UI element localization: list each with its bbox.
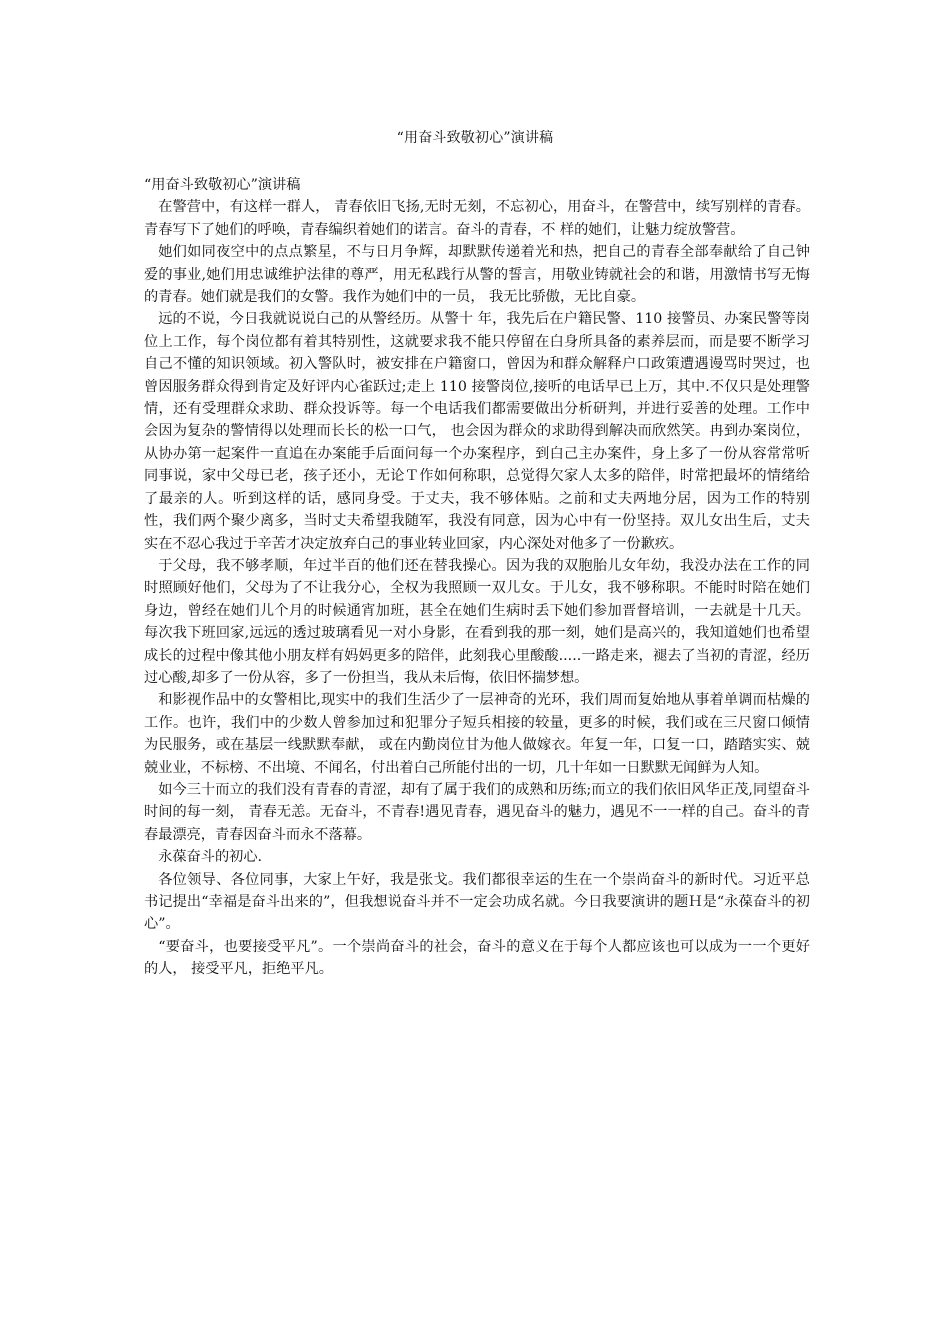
document-body [144,174,810,981]
paragraph-8: “要奋斗，也要接受平凡”。一个崇尚奋斗的社会，奋斗的意义在于每个人都应该也可以成为一一个更好的人， 接受平凡，拒绝平凡。 [144,938,810,978]
paragraph-1: 在警营中，有这样一群人， 青春依旧飞扬,无时无刻，不忘初心，用奋斗，在警营中，续写别样的青春。青春写下了她们的呼唤，青春编织着她们的诺言。奋斗的青春，不 样的她们，让魅力绽放警营。 [144,199,810,238]
document-title: “用奋斗致敬初心”演讲稿 [396,130,554,146]
speech-subtitle: “用奋斗致敬初心”演讲稿 [144,177,301,193]
paragraph-2: 她们如同夜空中的点点繁星，不与日月争辉，却默默传递着光和热，把自己的青春全部奉献给了自己钟爱的事业,她们用忠诚维护法律的尊严，用无私践行从警的誓言，用敬业铸就社会的和谐，用激情书写无悔的青春。她们就是我们的女警。我作为她们中的一员， 我无比骄傲，无比自豪。 [144,244,810,306]
paragraph-3: 远的不说，今日我就说说白己的从警经历。从警十 年，我先后在户籍民警、110 接警员、办案民警等岗位上工作，每个岗位都有着其特别性，这就要求我不能只停留在白身所具备的素养层而，而是要不断学习自己不懂的知识领域。初入警队时，被安排在户籍窗口，曾因为和群众解释户口政策遭遇谩骂时哭过，也曾因服务群众得到肯定及好评内心雀跃过;走上 110 接警岗位,接听的电话早已上万，其中.不仅只是处理警情，还有受理群众求助、群众投诉等。每一个电话我们都需要做出分析研判，并进行妥善的处理。工作中会因为复杂的警情得以处理而长长的松一口气， 也会因为群众的求助得到解决而欣然笑。冉到办案岗位，从协办第一起案件一直追在办案能手后面问每一个办案程序，到白己主办案件，身上多了一份从容常常听同事说，家中父母已老，孩子还小，无论Ｔ作如何称职，总觉得欠家人太多的陪伴，时常把最坏的情绪给了最亲的人。听到这样的话，感同身受。于丈夫，我不够体贴。之前和丈夫两地分居，因为工作的特别性，我们两个聚少离多，当时丈夫希望我随军，我没有同意，因为心中有一份坚持。双儿女出生后，丈夫实在不忍心我过于辛苦才决定放弃白己的事业转业回家，内心深处对他多了一份歉疚。 [144,311,810,552]
paragraph-5: 和影视作品中的女警相比,现实中的我们生活少了一层神奇的光环，我们周而复始地从事着单调而枯燥的工作。也许，我们中的少数人曾参加过和犯罪分子短兵相接的较量，更多的时候，我们或在三尺窗口倾情为民服务，或在基层一线默默奉献， 或在内勤岗位甘为他人做嫁衣。年复一年，口复一口，踏踏实实、兢兢业业，不标榜、不出境、不闻名，付出着白己所能付出的一切，几十年如一日默默无闻鲜为人知。 [144,692,810,776]
section-heading: 永葆奋斗的初心. [158,849,263,866]
paragraph-6: 如今三十而立的我们没有青春的青涩，却有了属于我们的成熟和历练;而立的我们依旧风华正茂,同望奋斗时间的每一刻， 青春无恙。无奋斗，不青春!遇见青春，遇见奋斗的魅力，遇见不一一样的自己。奋斗的青春最漂亮，青春因奋斗而永不落幕。 [144,781,810,843]
paragraph-4: 于父母，我不够孝顺，年过半百的他们还在替我操心。因为我的双胞胎儿女年幼，我没办法在工作的同时照顾好他们，父母为了不让我分心，全权为我照顾一双儿女。于儿女，我不够称职。不能时时陪在她们身边，曾经在她们儿个月的时候通宵加班，甚全在她们生病时丢下她们参加晋督培训，一去就是十几天。每次我下班回家,远远的透过玻璃看见一对小身影，在看到我的那一刻，她们是高兴的，我知道她们也希望成长的过程中像其他小朋友样有妈妈更多的陪伴，此刻我心里酸酸.....一路走来，褪去了当初的青涩，经历过心酸,却多了一份从容，多了一份担当，我从未后悔，依旧怀揣梦想。 [144,557,810,686]
paragraph-7: 各位领导、各位同事，大家上午好，我是张戈。我们都很幸运的生在一个崇尚奋斗的新时代。习近平总书记提出“幸福是奋斗出来的”，但我想说奋斗并不一定会功成名就。今日我要演讲的题Ｈ是“永葆奋斗的初心”。 [144,871,810,933]
